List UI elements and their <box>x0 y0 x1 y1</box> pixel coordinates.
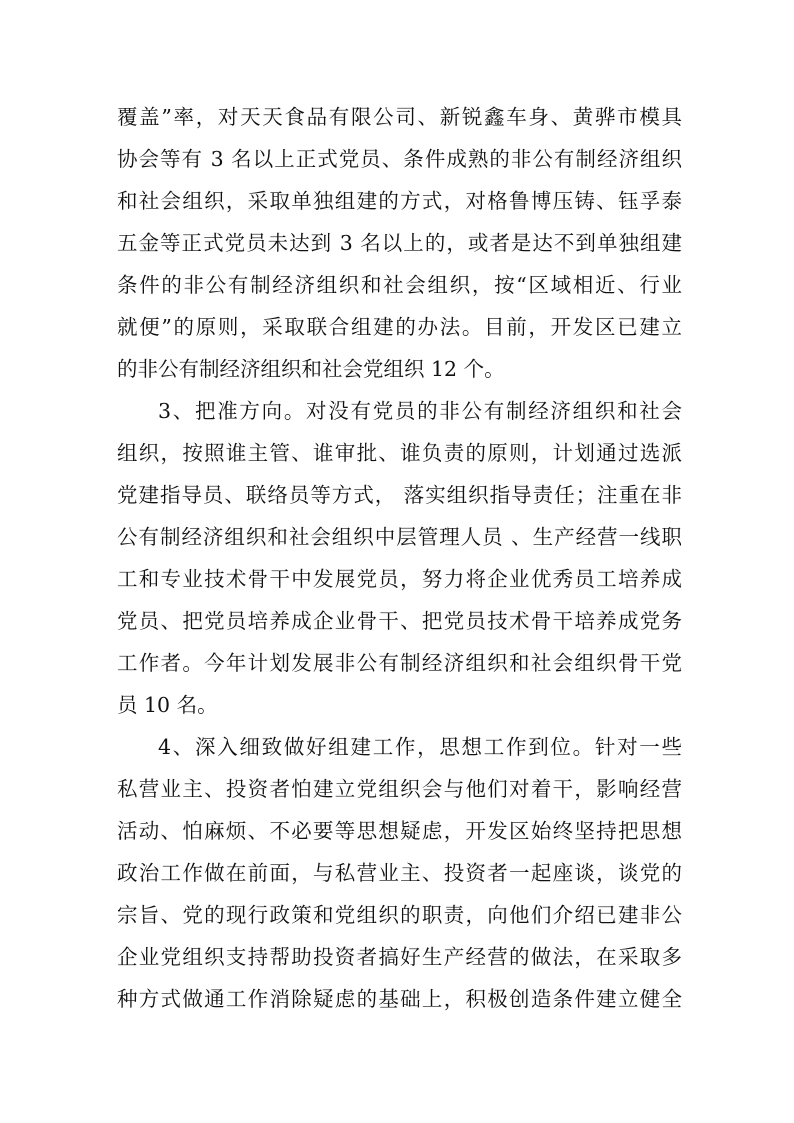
text-line: 党员、把党员培养成企业骨干、把党员技术骨干培养成党务 <box>117 609 682 633</box>
text-line: 的非公有制经济组织和社会党组织 12 个。 <box>117 357 505 381</box>
text-line: 覆盖”率，对天天食品有限公司、新锐鑫车身、黄骅市模具 <box>117 105 682 129</box>
text-line: 活动、怕麻烦、不必要等思想疑虑，开发区始终坚持把思想 <box>117 819 682 843</box>
text-line: 协会等有 3 名以上正式党员、条件成熟的非公有制经济组织 <box>117 147 682 171</box>
text-line: 种方式做通工作消除疑虑的基础上，积极创造条件建立健全 <box>117 987 682 1011</box>
paragraph-first-line: 3、把准方向。对没有党员的非公有制经济组织和社会 <box>158 399 682 423</box>
text-line: 私营业主、投资者怕建立党组织会与他们对着干，影响经营 <box>117 777 682 801</box>
text-line: 工作者。今年计划发展非公有制经济组织和社会组织骨干党 <box>117 651 682 675</box>
text-line: 党建指导员、联络员等方式， 落实组织指导责任；注重在非 <box>117 483 682 507</box>
paragraph-first-line: 4、深入细致做好组建工作，思想工作到位。针对一些 <box>158 735 682 759</box>
text-line: 工和专业技术骨干中发展党员，努力将企业优秀员工培养成 <box>117 567 682 591</box>
text-line: 和社会组织，采取单独组建的方式，对格鲁博压铸、钰孚泰 <box>117 189 682 213</box>
text-line: 组织，按照谁主管、谁审批、谁负责的原则，计划通过选派 <box>117 441 682 465</box>
text-line: 就便”的原则，采取联合组建的办法。目前，开发区已建立 <box>117 315 682 339</box>
text-line: 宗旨、党的现行政策和党组织的职责，向他们介绍已建非公 <box>117 903 682 927</box>
text-line: 政治工作做在前面，与私营业主、投资者一起座谈，谈党的 <box>117 861 682 885</box>
text-line: 五金等正式党员未达到 3 名以上的，或者是达不到单独组建 <box>117 231 682 255</box>
text-line: 企业党组织支持帮助投资者搞好生产经营的做法，在采取多 <box>117 945 682 969</box>
document-body <box>117 96 682 1020</box>
text-line: 员 10 名。 <box>117 693 218 717</box>
text-line: 条件的非公有制经济组织和社会组织，按“区域相近、行业 <box>117 273 682 297</box>
text-line: 公有制经济组织和社会组织中层管理人员 、生产经营一线职 <box>117 525 682 549</box>
